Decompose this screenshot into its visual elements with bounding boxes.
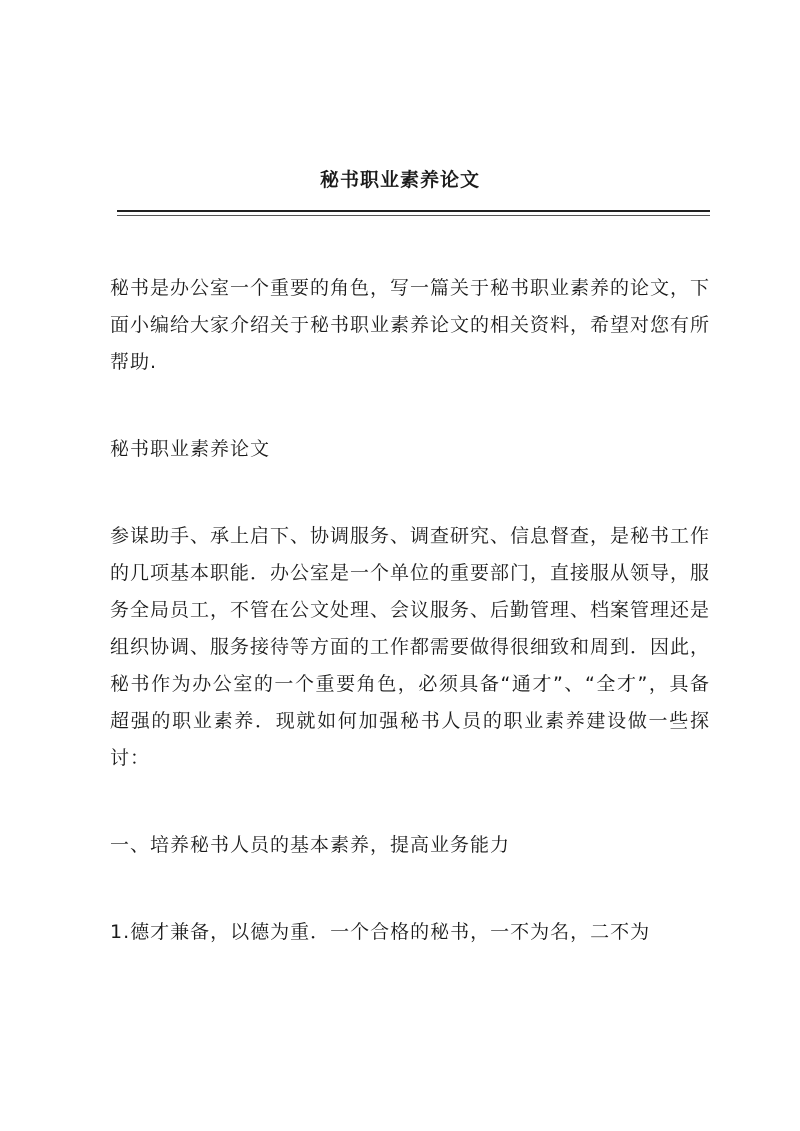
page-title: 秘书职业素养论文 bbox=[319, 169, 480, 191]
title-divider-thin bbox=[117, 215, 710, 216]
subsection-heading: 一、培养秘书人员的基本素养，提高业务能力 bbox=[110, 834, 511, 856]
section-heading: 秘书职业素养论文 bbox=[110, 438, 271, 460]
list-item-paragraph: 1.德才兼备，以德为重．一个合格的秘书，一不为名，二不为 bbox=[110, 921, 651, 943]
document-body bbox=[110, 270, 710, 1001]
title-divider bbox=[117, 210, 710, 212]
intro-paragraph: 秘书是办公室一个重要的角色，写一篇关于秘书职业素养的论文，下面小编给大家介绍关于秘书职业素养论文的相关资料，希望对您有所帮助. bbox=[110, 277, 711, 373]
body-paragraph: 参谋助手、承上启下、协调服务、调查研究、信息督查，是秘书工作的几项基本职能．办公室是一个单位的重要部门，直接服从领导，服务全局员工，不管在公文处理、会议服务、后勤管理、档案管理还是组织协调、服务接待等方面的工作都需要做得很细致和周到．因此，秘书作为办公室的一个重要角色，必须具备“通才”、“全才”，具备超强的职业素养．现就如何加强秘书人员的职业素养建设做一些探讨： bbox=[110, 525, 711, 769]
